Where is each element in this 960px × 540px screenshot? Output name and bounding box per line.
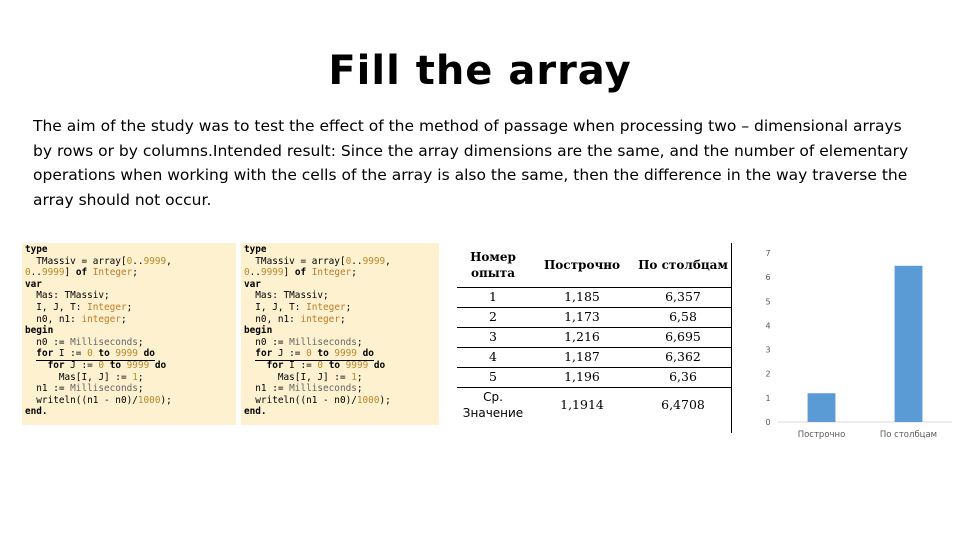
y-tick-label: 4 [765,321,771,331]
code-line: TMassiv = array[0..9999, [244,255,391,267]
code-line: for J := 0 to 9999 do [47,359,167,371]
y-tick-label: 7 [765,249,771,258]
table-row-average [457,387,731,423]
code-snippet-columns [241,243,439,425]
y-tick-label: 3 [765,345,771,355]
code-snippet-rows [22,243,236,425]
code-line: for I := 0 to 9999 do [266,359,386,371]
code-line: writeln((n1 - n0)/1000); [244,394,391,406]
table-row [457,367,731,387]
table-row [457,307,731,327]
table-cell: 4 [489,349,497,364]
table-header-row [457,243,731,287]
results-table [457,243,731,423]
chart-bar [895,266,923,422]
intro-paragraph: The aim of the study was to test the effect of the method of passage when processing two – dimensional arrays by rows or by columns.Intended result: Since the array dimensions are the same, and the number of elementary operations when working with the cells of the array is also the same, then the difference in the way traverse the array should not occur. [33,117,909,209]
code-line: type [244,244,267,255]
table-row [457,347,731,367]
header-by-columns: По столбцам [638,257,728,272]
table-cell: 1,173 [564,309,600,324]
code-line: type [25,244,48,255]
code-line: end. [244,406,267,418]
code-line: for J := 0 to 9999 do [255,348,374,360]
table-cell: 6,362 [665,349,701,364]
table-right-border [731,243,732,433]
table-cell: 1,216 [564,329,600,344]
x-tick-label: Построчно [797,430,846,440]
table-cell: 6,357 [665,289,701,304]
code-line: begin [244,325,273,337]
code-line: n0 := Milliseconds; [244,336,363,348]
table-cell: 1,1914 [560,397,604,413]
code-line: Mas[I, J] := 1; [244,371,363,383]
code-line: 0..9999] of Integer; [25,267,138,279]
table-cell: 6,58 [669,309,697,324]
table-cell: 6,4708 [661,397,705,413]
table-row [457,327,731,347]
header-by-rows: Построчно [543,257,621,272]
y-tick-label: 5 [765,297,771,307]
code-line: I, J, T: Integer; [244,301,352,313]
table-cell: 6,695 [665,329,701,344]
code-line: begin [25,325,54,337]
table-row [457,287,731,307]
table-cell: 1,187 [564,349,600,364]
code-line: writeln((n1 - n0)/1000); [25,394,172,406]
code-line: Mas: TMassiv; [244,290,329,302]
table-cell: 1 [489,289,497,304]
bar-chart [752,241,958,443]
table-cell: Ср. Значение [462,390,524,421]
code-line: end. [25,406,48,418]
x-tick-label: По столбцам [879,430,938,440]
y-tick-label: 0 [765,418,771,427]
code-line: n0, n1: integer; [25,313,127,325]
code-line: n1 := Milliseconds; [244,383,363,395]
slide-title: Fill the array [328,48,632,94]
table-cell: 5 [489,369,497,384]
code-line: Mas[I, J] := 1; [25,371,144,383]
table-cell: 6,36 [669,369,697,384]
results-table-container [457,243,733,433]
chart-bar [808,393,836,422]
table-cell: 1,185 [564,289,600,304]
table-cell: 2 [489,309,497,324]
code-line: n1 := Milliseconds; [25,383,144,395]
y-tick-label: 1 [765,393,771,403]
code-line: n0, n1: integer; [244,313,346,325]
y-tick-label: 2 [765,369,771,379]
code-line: n0 := Milliseconds; [25,336,144,348]
code-line: var [25,278,42,290]
y-tick-label: 6 [765,273,771,283]
header-experiment-number: Номер опыта [470,249,516,280]
code-line: I, J, T: Integer; [25,301,133,313]
code-line: for I := 0 to 9999 do [36,348,155,360]
table-cell: 3 [489,329,497,344]
code-line: 0..9999] of Integer; [244,267,357,279]
code-line: var [244,278,261,290]
code-line: Mas: TMassiv; [25,290,110,302]
code-line: TMassiv = array[0..9999, [25,255,172,267]
table-cell: 1,196 [564,369,600,384]
